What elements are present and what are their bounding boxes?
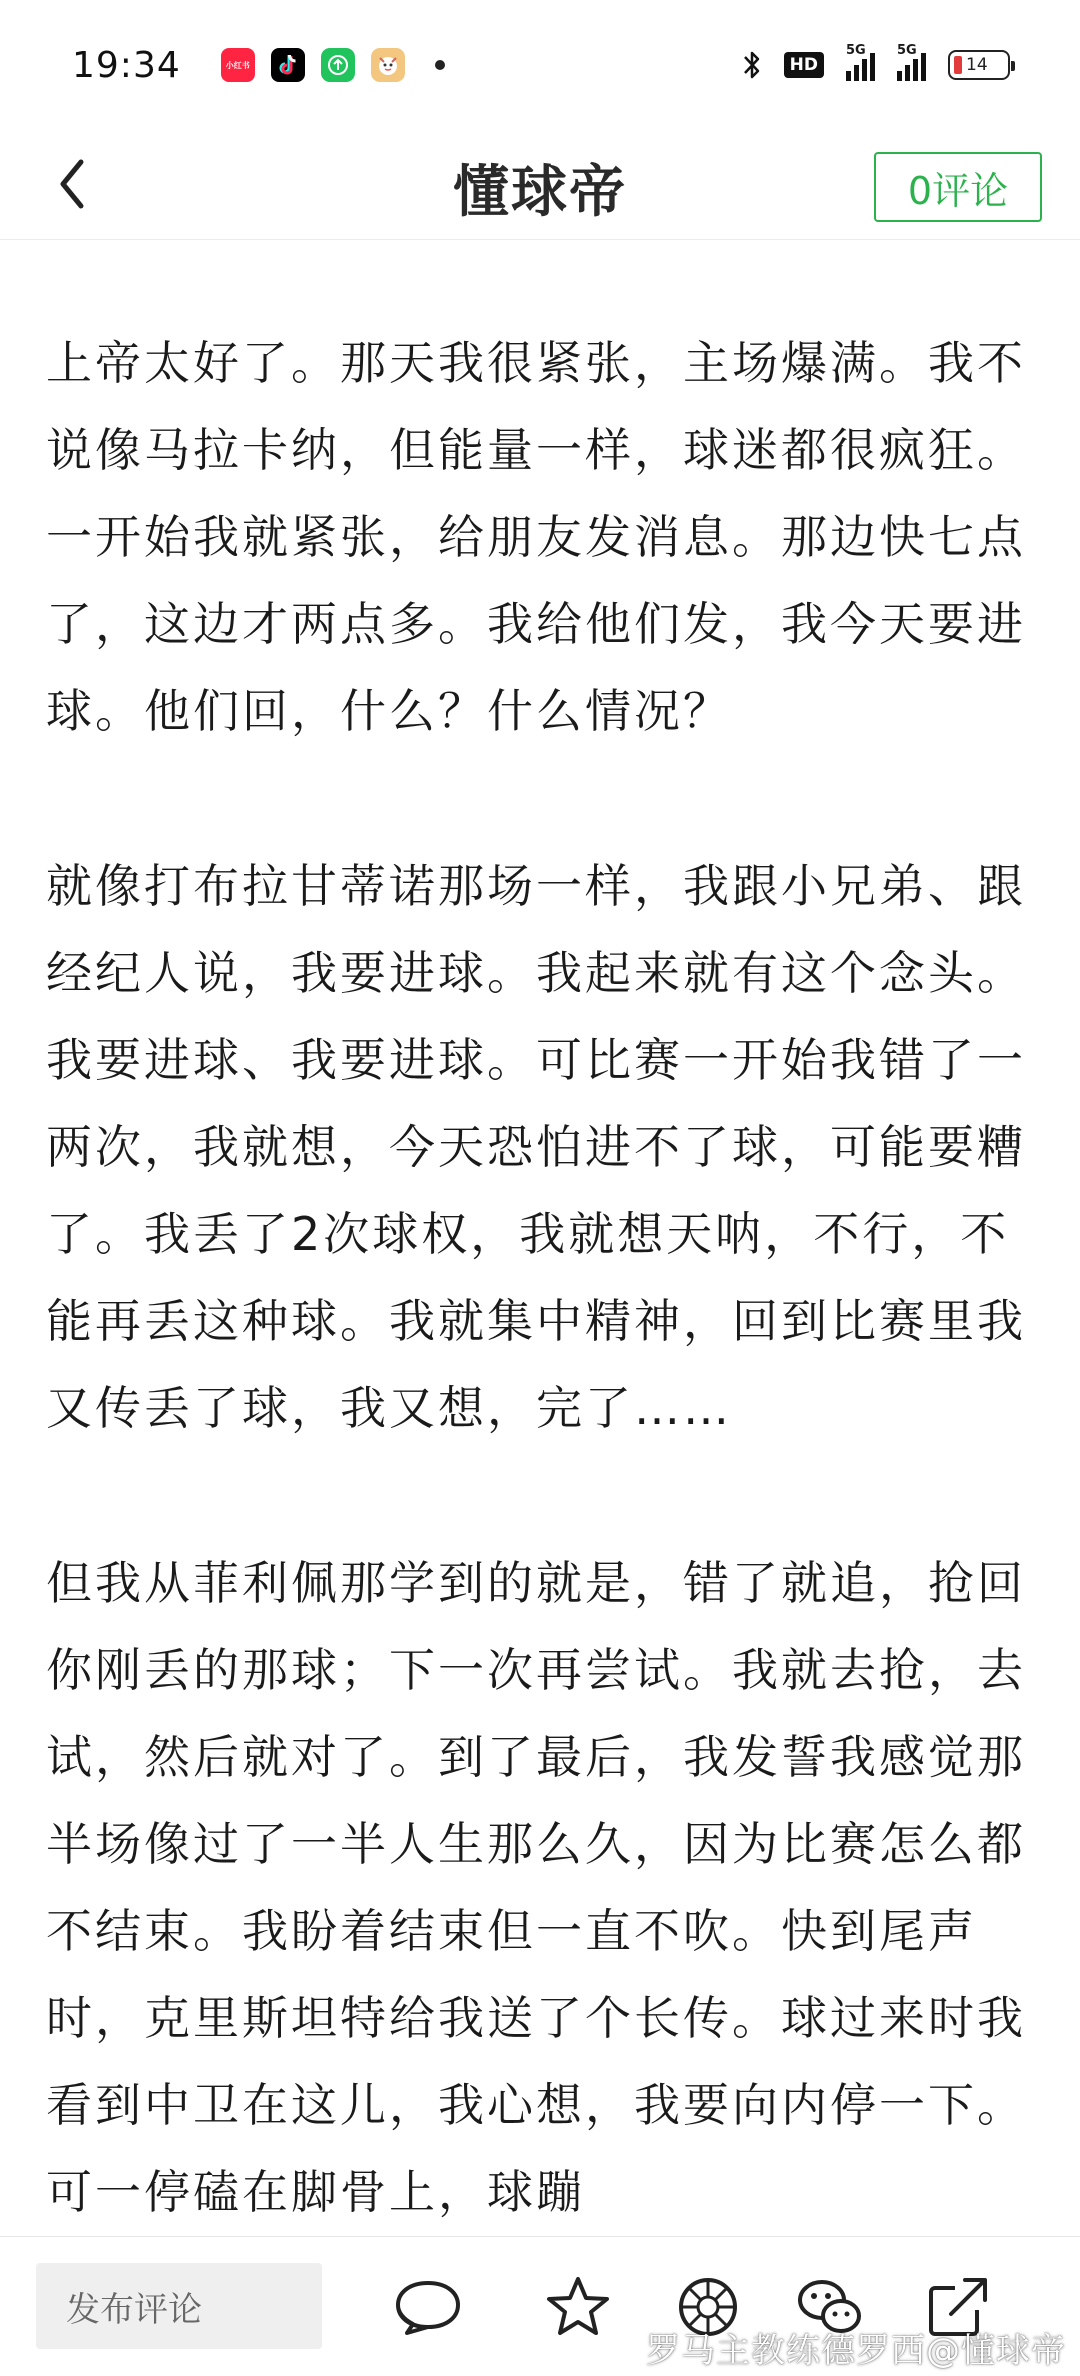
signal-5g-icon: 5G bbox=[897, 49, 926, 81]
more-notifications-dot bbox=[435, 60, 445, 70]
battery-icon bbox=[948, 50, 1010, 80]
douyin-icon bbox=[271, 48, 305, 82]
article-body bbox=[46, 320, 1036, 2324]
comment-input[interactable]: 发布评论 bbox=[36, 2263, 322, 2349]
xiaohongshu-icon: 小红书 bbox=[221, 48, 255, 82]
comment-bubble-icon[interactable] bbox=[388, 2267, 468, 2347]
green-upload-icon bbox=[321, 48, 355, 82]
status-time: 19:34 bbox=[72, 44, 181, 86]
notification-app-icons bbox=[221, 48, 445, 82]
status-right-group bbox=[742, 43, 1010, 82]
watermark: 罗马主教练德罗西@懂球帝 bbox=[646, 2331, 1066, 2371]
top-nav bbox=[0, 130, 1080, 240]
article-paragraph: 但我从菲利佩那学到的就是，错了就追，抢回你刚丢的那球；下一次再尝试。我就去抢，去试，然后就对了。到了最后，我发誓我感觉那半场像过了一半人生那么久，因为比赛怎么都不结束。我盼着结束但一直不吹。快到尾声时，克里斯坦特给我送了个长传。球过来时我看到中卫在这儿，我心想，我要向内停一下。可一停磕在脚骨上，球蹦 bbox=[46, 1556, 1026, 2219]
app-logo: 懂球帝 bbox=[453, 160, 627, 225]
signal-5g-icon: 5G bbox=[846, 49, 875, 81]
hd-icon: HD bbox=[784, 52, 824, 78]
bottom-action-bar bbox=[0, 2236, 1080, 2376]
battery-level: 14 bbox=[966, 55, 988, 75]
status-bar bbox=[0, 0, 1080, 130]
battery-fill bbox=[954, 56, 962, 74]
article-paragraph: 上帝太好了。那天我很紧张，主场爆满。我不说像马拉卡纳，但能量一样，球迷都很疯狂。一开始我就紧张，给朋友发消息。那边快七点了，这边才两点多。我给他们发，我今天要进球。他们回，什么？什么情况？ bbox=[46, 336, 1026, 738]
bluetooth-icon bbox=[742, 48, 762, 82]
star-icon[interactable] bbox=[538, 2267, 618, 2347]
comment-count-button[interactable]: 0评论 bbox=[874, 152, 1042, 222]
cartoon-app-icon bbox=[371, 48, 405, 82]
article-paragraph: 就像打布拉甘蒂诺那场一样，我跟小兄弟、跟经纪人说，我要进球。我起来就有这个念头。我要进球、我要进球。可比赛一开始我错了一两次，我就想，今天恐怕进不了球，可能要糟了。我丢了2次球权，我就想天呐，不行，不能再丢这种球。我就集中精神，回到比赛里我又传丢了球，我又想，完了…… bbox=[46, 859, 1026, 1435]
